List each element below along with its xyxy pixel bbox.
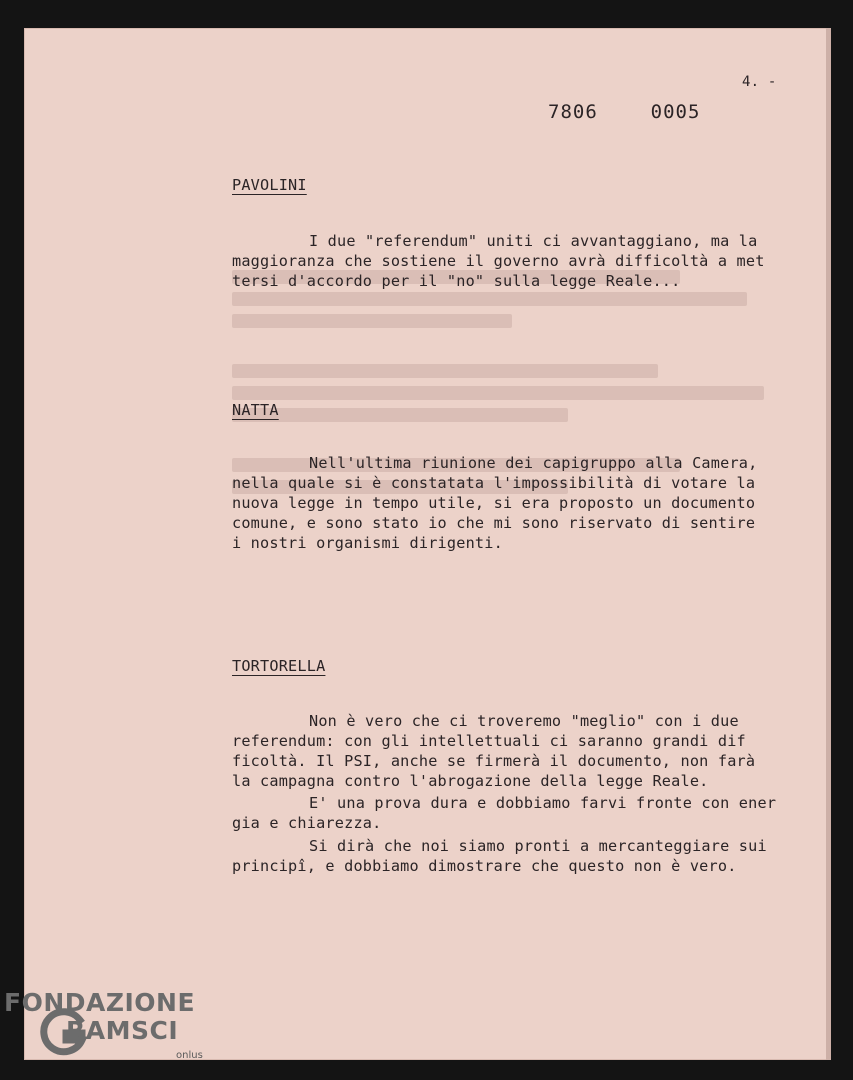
paragraph-line: maggioranza che sostiene il governo avrà difficoltà a met	[232, 252, 765, 270]
paragraph-line: I due "referendum" uniti ci avvantaggiano, ma la	[309, 232, 758, 250]
paragraph-line: tersi d'accordo per il "no" sulla legge Reale...	[232, 272, 681, 290]
speaker-heading-pavolini: PAVOLINI	[232, 176, 307, 194]
paragraph-line: nella quale si è constatata l'impossibilità di votare la	[232, 474, 756, 492]
speaker-heading-natta: NATTA	[232, 401, 279, 419]
watermark-line2: RAMSCI	[66, 1016, 179, 1045]
paragraph-line: comune, e sono stato io che mi sono riservato di sentire	[232, 514, 756, 532]
paragraph-line: Non è vero che ci troveremo "meglio" con i due	[309, 712, 739, 730]
paragraph-line: referendum: con gli intellettuali ci saranno grandi dif	[232, 732, 746, 750]
speaker-heading-tortorella: TORTORELLA	[232, 657, 326, 675]
paragraph-line: i nostri organismi dirigenti.	[232, 534, 503, 552]
paragraph-line: nuova legge in tempo utile, si era proposto un documento	[232, 494, 756, 512]
paragraph-line: gia e chiarezza.	[232, 814, 382, 832]
paragraph-line: ficoltà. Il PSI, anche se firmerà il documento, non farà	[232, 752, 756, 770]
fondazione-gramsci-watermark	[4, 988, 214, 1073]
watermark-line1: FONDAZIONE	[4, 988, 196, 1017]
document-number-item: 0005	[650, 101, 701, 123]
paragraph-line: principî, e dobbiamo dimostrare che questo non è vero.	[232, 857, 737, 875]
document-number	[548, 101, 700, 123]
paragraph-line: E' una prova dura e dobbiamo farvi fronte con ener	[309, 794, 777, 812]
watermark-suffix: onlus	[176, 1050, 203, 1061]
page-edge	[826, 28, 831, 1060]
page-number: 4. -	[742, 74, 777, 90]
paragraph-line: la campagna contro l'abrogazione della legge Reale.	[232, 772, 709, 790]
document-number-series: 7806	[548, 101, 598, 123]
paragraph-line: Nell'ultima riunione dei capigruppo alla Camera,	[309, 454, 758, 472]
paragraph-line: Si dirà che noi siamo pronti a mercanteggiare sui	[309, 837, 767, 855]
